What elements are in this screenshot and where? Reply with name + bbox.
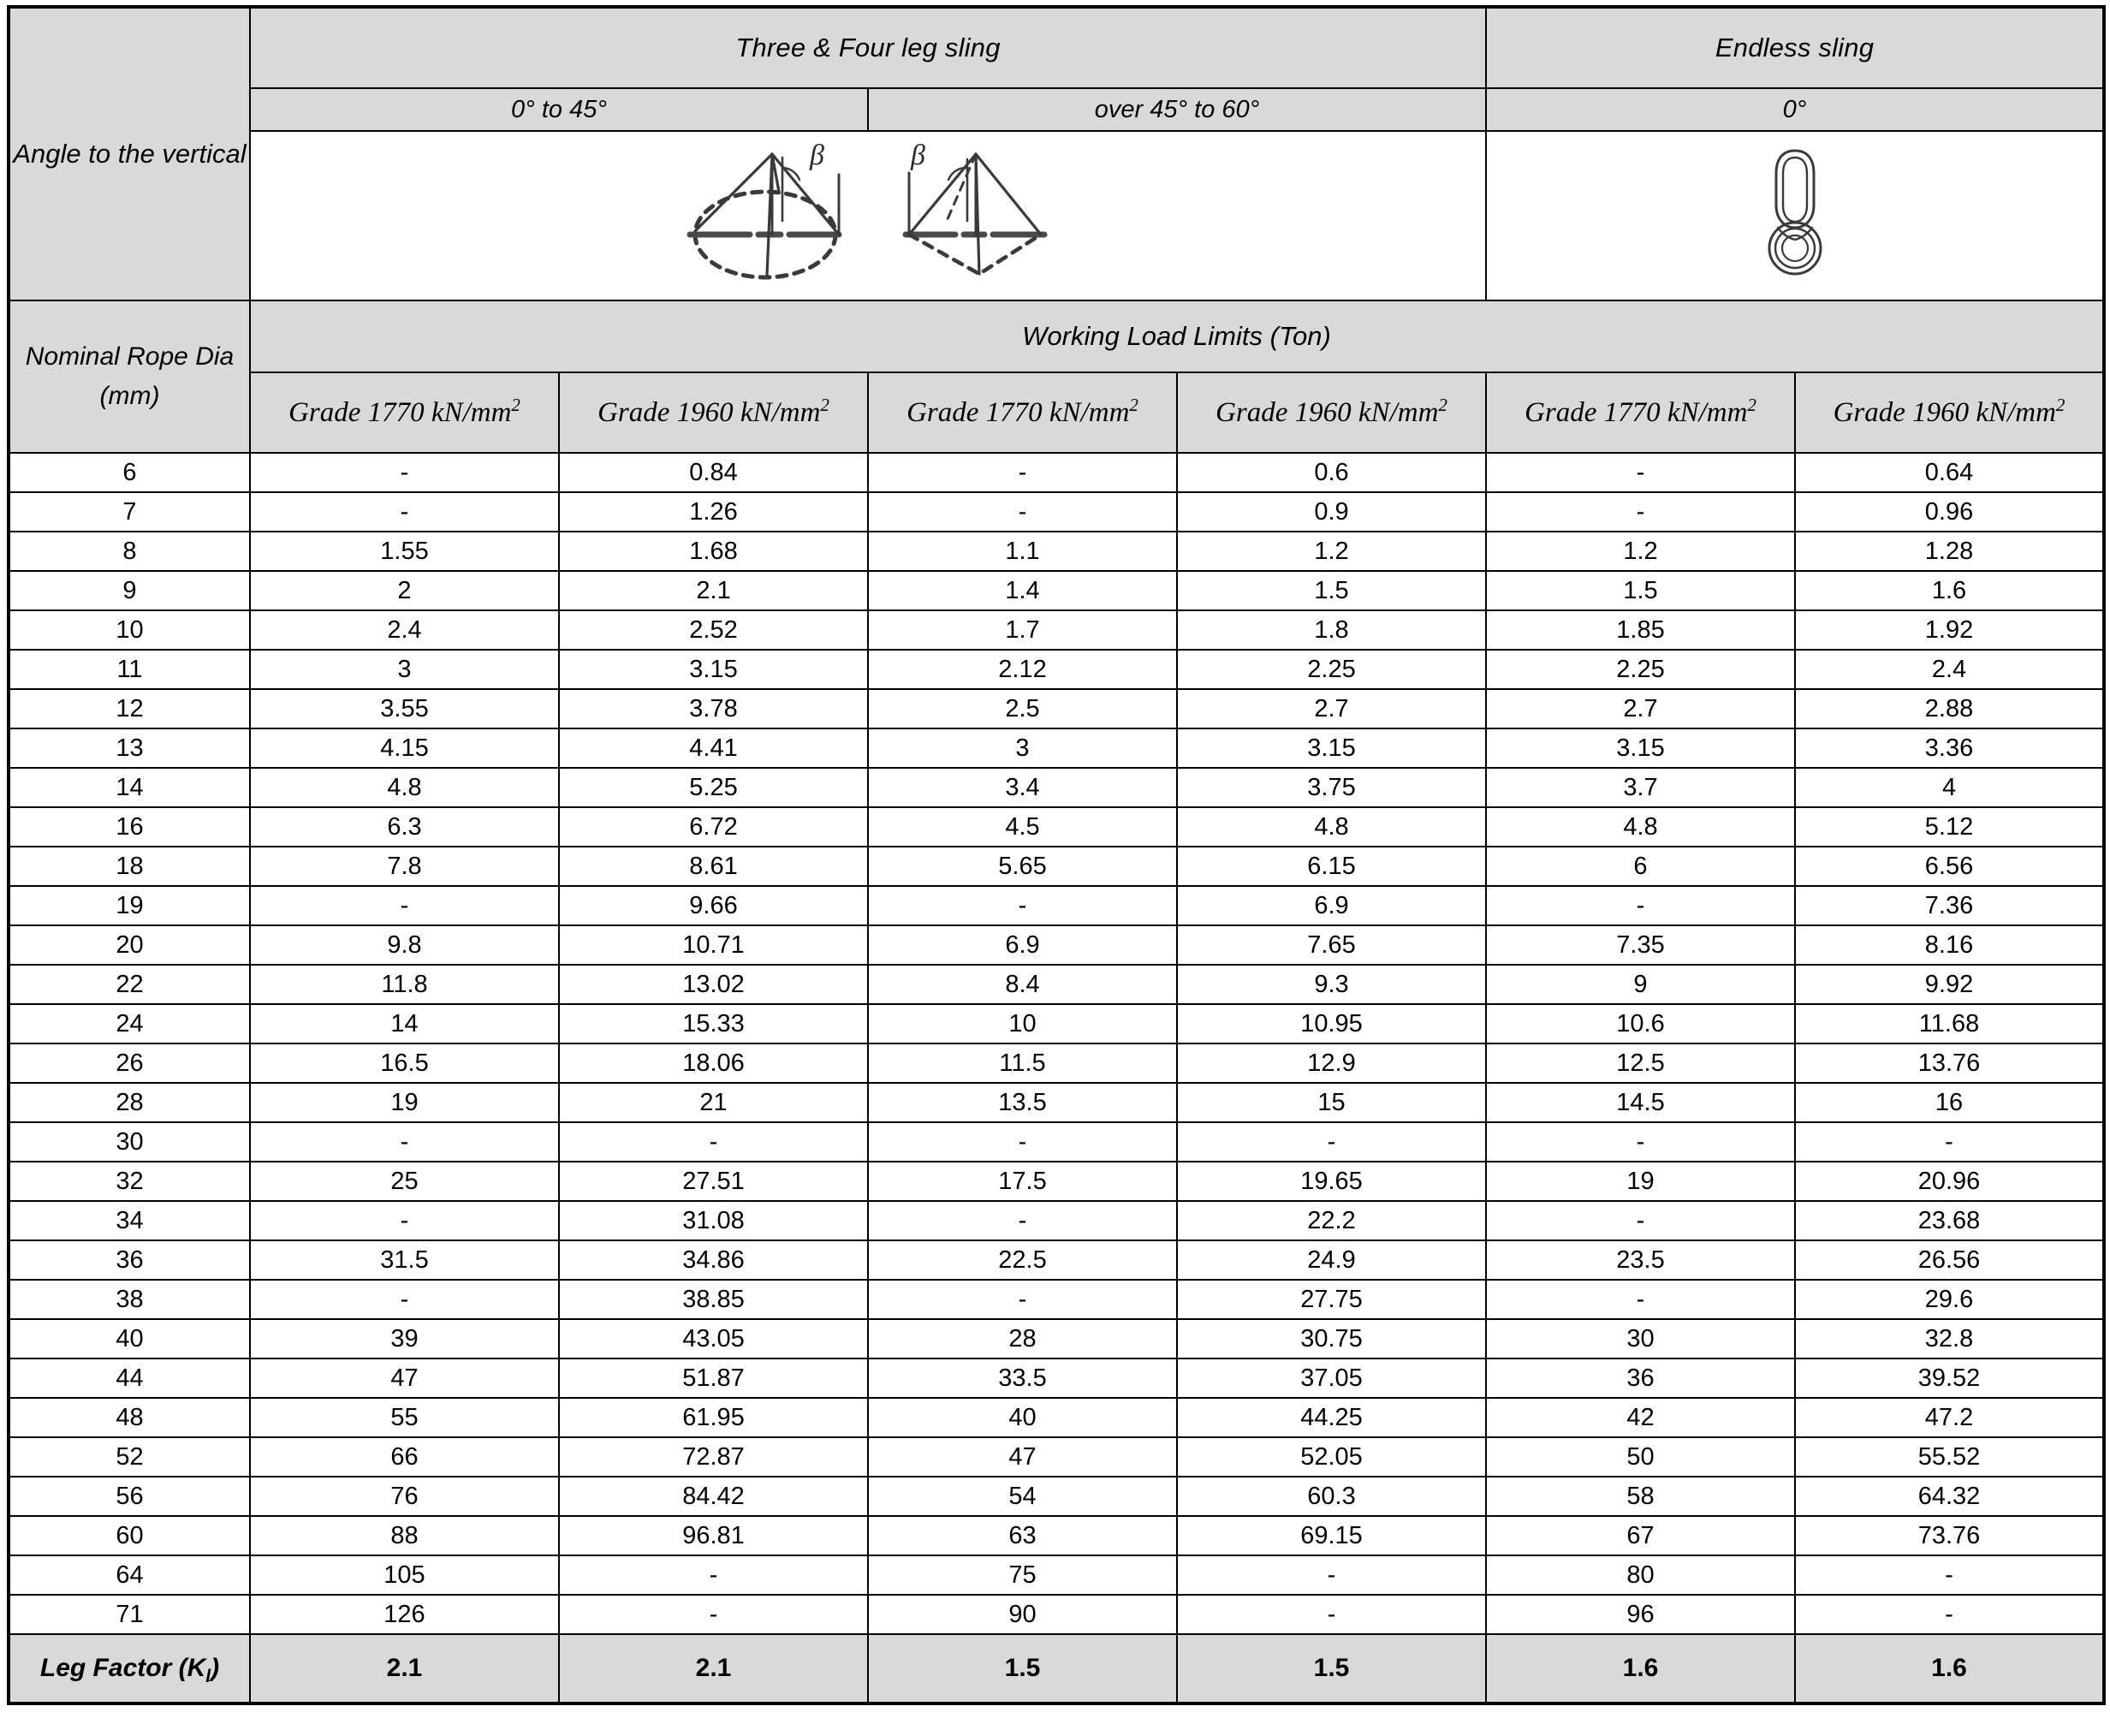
wll-value-cell: 44.25 — [1177, 1398, 1486, 1437]
wll-value-cell: 6.15 — [1177, 847, 1486, 886]
nominal-rope-dia-cell: 32 — [9, 1162, 250, 1201]
wll-value-cell: 50 — [1486, 1437, 1795, 1477]
wll-value-cell: 60.3 — [1177, 1477, 1486, 1516]
wll-value-cell: 2.4 — [1795, 650, 2104, 689]
wll-value-cell: 54 — [868, 1477, 1177, 1516]
table-row — [9, 1280, 2104, 1319]
wll-value-cell: 7.35 — [1486, 925, 1795, 965]
wll-value-cell: 23.68 — [1795, 1201, 2104, 1240]
wll-value-cell: - — [1795, 1122, 2104, 1162]
wll-value-cell: 13.02 — [559, 965, 868, 1004]
nominal-rope-dia-cell: 36 — [9, 1240, 250, 1280]
wll-value-cell: 29.6 — [1795, 1280, 2104, 1319]
wll-value-cell: - — [868, 492, 1177, 532]
wll-value-cell: 1.2 — [1177, 532, 1486, 571]
wll-value-cell: 19 — [250, 1083, 559, 1122]
wll-value-cell: 15.33 — [559, 1004, 868, 1043]
wll-value-cell: - — [559, 1122, 868, 1162]
wll-value-cell: 55.52 — [1795, 1437, 2104, 1477]
wll-value-cell: 9.3 — [1177, 965, 1486, 1004]
wll-value-cell: 27.51 — [559, 1162, 868, 1201]
wll-value-cell: 4.5 — [868, 807, 1177, 847]
table-row — [9, 886, 2104, 925]
wll-value-cell: 55 — [250, 1398, 559, 1437]
wll-value-cell: 64.32 — [1795, 1477, 2104, 1516]
wll-value-cell: 11.8 — [250, 965, 559, 1004]
wll-value-cell: - — [250, 1122, 559, 1162]
group-header-three-four-leg-sling: Three & Four leg sling — [250, 7, 1486, 88]
table-row — [9, 1122, 2104, 1162]
wll-value-cell: 40 — [868, 1398, 1177, 1437]
table-row — [9, 1555, 2104, 1595]
multi-leg-sling-diagram-cell — [250, 131, 1486, 300]
wll-value-cell: 88 — [250, 1516, 559, 1555]
table-row — [9, 965, 2104, 1004]
grade-1770-text-c: Grade 1770 kN/mm — [1525, 396, 1748, 428]
nominal-rope-dia-cell: 40 — [9, 1319, 250, 1358]
wll-value-cell: 10.95 — [1177, 1004, 1486, 1043]
wll-value-cell: 58 — [1486, 1477, 1795, 1516]
nominal-rope-dia-cell: 34 — [9, 1201, 250, 1240]
wll-value-cell: - — [1486, 1280, 1795, 1319]
nominal-rope-dia-cell: 22 — [9, 965, 250, 1004]
wll-value-cell: 2.1 — [559, 571, 868, 610]
wll-value-cell: 3.75 — [1177, 768, 1486, 807]
diagram-row — [9, 131, 2104, 300]
wll-value-cell: 2.25 — [1486, 650, 1795, 689]
wll-value-cell: 63 — [868, 1516, 1177, 1555]
wll-value-cell: - — [559, 1555, 868, 1595]
table-row — [9, 1083, 2104, 1122]
wll-value-cell: 3.36 — [1795, 728, 2104, 768]
wll-value-cell: 5.65 — [868, 847, 1177, 886]
table-row — [9, 1398, 2104, 1437]
wll-value-cell: 43.05 — [559, 1319, 868, 1358]
nominal-rope-dia-cell: 44 — [9, 1358, 250, 1398]
wll-value-cell: - — [250, 1280, 559, 1319]
leg-factor-row — [9, 1634, 2104, 1703]
wll-value-cell: 16.5 — [250, 1043, 559, 1083]
wll-value-cell: - — [559, 1595, 868, 1634]
wll-value-cell: 47 — [868, 1437, 1177, 1477]
wll-value-cell: 3.4 — [868, 768, 1177, 807]
nominal-rope-dia-cell: 26 — [9, 1043, 250, 1083]
wll-value-cell: 14 — [250, 1004, 559, 1043]
wll-value-cell: 31.08 — [559, 1201, 868, 1240]
leg-factor-value-4: 1.6 — [1486, 1634, 1795, 1703]
wll-value-cell: 25 — [250, 1162, 559, 1201]
wll-value-cell: 84.42 — [559, 1477, 868, 1516]
wll-value-cell: - — [1177, 1122, 1486, 1162]
wll-value-cell: 3 — [868, 728, 1177, 768]
wll-value-cell: 3 — [250, 650, 559, 689]
wll-value-cell: 39 — [250, 1319, 559, 1358]
nominal-rope-dia-cell: 19 — [9, 886, 250, 925]
wll-value-cell: - — [1486, 1122, 1795, 1162]
working-load-limits-table — [7, 5, 2106, 1705]
wll-value-cell: - — [868, 1122, 1177, 1162]
wll-value-cell: 10.6 — [1486, 1004, 1795, 1043]
wll-value-cell: 10.71 — [559, 925, 868, 965]
table-row — [9, 728, 2104, 768]
wll-banner-row — [9, 300, 2104, 372]
nominal-rope-dia-cell: 13 — [9, 728, 250, 768]
wll-value-cell: 9.92 — [1795, 965, 2104, 1004]
table-row — [9, 453, 2104, 492]
wll-value-cell: 66 — [250, 1437, 559, 1477]
group-header-endless-sling: Endless sling — [1486, 7, 2104, 88]
table-row — [9, 532, 2104, 571]
wll-value-cell: 1.68 — [559, 532, 868, 571]
grade-1770-text-b: Grade 1770 kN/mm — [906, 396, 1130, 428]
wll-value-cell: 14.5 — [1486, 1083, 1795, 1122]
table-row — [9, 925, 2104, 965]
wll-value-cell: 11.5 — [868, 1043, 1177, 1083]
four-leg-sling-diagram-icon — [671, 139, 868, 293]
wll-value-cell: 96.81 — [559, 1516, 868, 1555]
nominal-rope-dia-cell: 6 — [9, 453, 250, 492]
wll-value-cell: 52.05 — [1177, 1437, 1486, 1477]
wll-value-cell: 16 — [1795, 1083, 2104, 1122]
nominal-rope-dia-cell: 64 — [9, 1555, 250, 1595]
nominal-rope-dia-cell: 7 — [9, 492, 250, 532]
grade-1960-text-b: Grade 1960 kN/mm — [1215, 396, 1439, 428]
wll-value-cell: 47.2 — [1795, 1398, 2104, 1437]
wll-value-cell: 9.8 — [250, 925, 559, 965]
wll-value-cell: 72.87 — [559, 1437, 868, 1477]
wll-value-cell: 8.16 — [1795, 925, 2104, 965]
wll-value-cell: 30 — [1486, 1319, 1795, 1358]
wll-value-cell: 1.5 — [1177, 571, 1486, 610]
three-leg-sling-diagram-icon — [894, 139, 1065, 293]
table-row — [9, 1240, 2104, 1280]
grade-exponent-b: 2 — [820, 394, 829, 415]
wll-value-cell: 4.8 — [1486, 807, 1795, 847]
wll-value-cell: 6.9 — [1177, 886, 1486, 925]
leg-factor-value-0: 2.1 — [250, 1634, 559, 1703]
wll-value-cell: 15 — [1177, 1083, 1486, 1122]
wll-value-cell: 5.25 — [559, 768, 868, 807]
wll-value-cell: 5.12 — [1795, 807, 2104, 847]
wll-value-cell: 7.65 — [1177, 925, 1486, 965]
table-row — [9, 492, 2104, 532]
nominal-rope-dia-cell: 18 — [9, 847, 250, 886]
wll-value-cell: 13.5 — [868, 1083, 1177, 1122]
nominal-rope-dia-cell: 14 — [9, 768, 250, 807]
wll-value-cell: 0.64 — [1795, 453, 2104, 492]
wll-value-cell: - — [1177, 1595, 1486, 1634]
wll-value-cell: 4.15 — [250, 728, 559, 768]
wll-value-cell: 38.85 — [559, 1280, 868, 1319]
wll-value-cell: 6.56 — [1795, 847, 2104, 886]
table-row — [9, 1516, 2104, 1555]
wll-value-cell: 80 — [1486, 1555, 1795, 1595]
stub-angle-to-vertical: Angle to the vertical — [9, 7, 250, 300]
angle-range-0: 0° — [1486, 88, 2104, 131]
wll-value-cell: 3.15 — [559, 650, 868, 689]
column-header-grade-1770-c — [1486, 372, 1795, 453]
column-header-grade-1960-b — [1177, 372, 1486, 453]
wll-value-cell: 13.76 — [1795, 1043, 2104, 1083]
table-row — [9, 689, 2104, 728]
wll-value-cell: 27.75 — [1177, 1280, 1486, 1319]
wll-value-cell: 75 — [868, 1555, 1177, 1595]
wll-value-cell: 1.5 — [1486, 571, 1795, 610]
wll-value-cell: 8.4 — [868, 965, 1177, 1004]
table-row — [9, 1162, 2104, 1201]
nominal-rope-dia-cell: 56 — [9, 1477, 250, 1516]
stub-nominal-rope-dia-line1: Nominal Rope Dia — [25, 342, 235, 371]
nominal-rope-dia-cell: 9 — [9, 571, 250, 610]
wll-value-cell: 31.5 — [250, 1240, 559, 1280]
grade-header-row — [9, 372, 2104, 453]
wll-value-cell: 67 — [1486, 1516, 1795, 1555]
column-header-grade-1960-a — [559, 372, 868, 453]
wll-value-cell: 3.7 — [1486, 768, 1795, 807]
wll-value-cell: 20.96 — [1795, 1162, 2104, 1201]
wll-value-cell: 28 — [868, 1319, 1177, 1358]
wll-value-cell: 23.5 — [1486, 1240, 1795, 1280]
wll-value-cell: 33.5 — [868, 1358, 1177, 1398]
wll-value-cell: 12.9 — [1177, 1043, 1486, 1083]
wll-value-cell: 1.28 — [1795, 532, 2104, 571]
nominal-rope-dia-cell: 16 — [9, 807, 250, 847]
table-row — [9, 650, 2104, 689]
wll-value-cell: 34.86 — [559, 1240, 868, 1280]
table-row — [9, 610, 2104, 650]
leg-factor-value-3: 1.5 — [1177, 1634, 1486, 1703]
table-row — [9, 1437, 2104, 1477]
nominal-rope-dia-cell: 28 — [9, 1083, 250, 1122]
wll-value-cell: 1.55 — [250, 532, 559, 571]
column-header-grade-1960-c — [1795, 372, 2104, 453]
wll-value-cell: 19 — [1486, 1162, 1795, 1201]
stub-nominal-rope-dia-line2: (mm) — [99, 382, 160, 410]
nominal-rope-dia-cell: 8 — [9, 532, 250, 571]
wll-value-cell: 2.4 — [250, 610, 559, 650]
wll-value-cell: - — [1795, 1595, 2104, 1634]
wll-value-cell: 11.68 — [1795, 1004, 2104, 1043]
wll-value-cell: 22.5 — [868, 1240, 1177, 1280]
wll-value-cell: 6.3 — [250, 807, 559, 847]
wll-value-cell: 1.2 — [1486, 532, 1795, 571]
wll-value-cell: 30.75 — [1177, 1319, 1486, 1358]
endless-sling-diagram-icon — [1744, 139, 1846, 293]
wll-value-cell: - — [1486, 492, 1795, 532]
wll-value-cell: 0.96 — [1795, 492, 2104, 532]
wll-value-cell: 7.8 — [250, 847, 559, 886]
wll-value-cell: 2.12 — [868, 650, 1177, 689]
grade-1770-text-a: Grade 1770 kN/mm — [288, 396, 512, 428]
wll-value-cell: 7.36 — [1795, 886, 2104, 925]
grade-exponent-f: 2 — [2055, 394, 2065, 415]
table-row — [9, 1477, 2104, 1516]
wll-value-cell: - — [1177, 1555, 1486, 1595]
stub-nominal-rope-dia — [9, 300, 250, 453]
working-load-limits-banner: Working Load Limits (Ton) — [250, 300, 2104, 372]
wll-value-cell: 6.72 — [559, 807, 868, 847]
wll-value-cell: 21 — [559, 1083, 868, 1122]
wll-value-cell: 1.92 — [1795, 610, 2104, 650]
wll-value-cell: 105 — [250, 1555, 559, 1595]
leg-factor-label — [9, 1634, 250, 1703]
wll-value-cell: 47 — [250, 1358, 559, 1398]
wll-value-cell: - — [1486, 1201, 1795, 1240]
nominal-rope-dia-cell: 71 — [9, 1595, 250, 1634]
angle-range-0-to-45: 0° to 45° — [250, 88, 868, 131]
wll-value-cell: 69.15 — [1177, 1516, 1486, 1555]
wll-value-cell: - — [868, 1280, 1177, 1319]
nominal-rope-dia-cell: 30 — [9, 1122, 250, 1162]
table-row — [9, 1358, 2104, 1398]
angle-subheader-row — [9, 88, 2104, 131]
wll-value-cell: 2.7 — [1177, 689, 1486, 728]
wll-value-cell: 2 — [250, 571, 559, 610]
wll-value-cell: 9 — [1486, 965, 1795, 1004]
grade-exponent-a: 2 — [511, 394, 520, 415]
nominal-rope-dia-cell: 11 — [9, 650, 250, 689]
wll-value-cell: 4.8 — [1177, 807, 1486, 847]
wll-value-cell: 3.55 — [250, 689, 559, 728]
wll-value-cell: 36 — [1486, 1358, 1795, 1398]
wll-value-cell: 39.52 — [1795, 1358, 2104, 1398]
wll-value-cell: 126 — [250, 1595, 559, 1634]
wll-value-cell: 8.61 — [559, 847, 868, 886]
nominal-rope-dia-cell: 24 — [9, 1004, 250, 1043]
wll-value-cell: 2.52 — [559, 610, 868, 650]
wll-value-cell: - — [868, 886, 1177, 925]
leg-factor-label-main: Leg Factor (K — [39, 1654, 206, 1682]
angle-range-over-45-to-60: over 45° to 60° — [868, 88, 1486, 131]
wll-value-cell: 51.87 — [559, 1358, 868, 1398]
wll-value-cell: 4.41 — [559, 728, 868, 768]
grade-exponent-c: 2 — [1129, 394, 1138, 415]
wll-value-cell: 90 — [868, 1595, 1177, 1634]
wll-value-cell: 6 — [1486, 847, 1795, 886]
wll-value-cell: - — [250, 492, 559, 532]
wll-value-cell: 1.8 — [1177, 610, 1486, 650]
table-row — [9, 847, 2104, 886]
wll-value-cell: 32.8 — [1795, 1319, 2104, 1358]
nominal-rope-dia-cell: 48 — [9, 1398, 250, 1437]
wll-value-cell: 19.65 — [1177, 1162, 1486, 1201]
nominal-rope-dia-cell: 52 — [9, 1437, 250, 1477]
wll-value-cell: - — [250, 1201, 559, 1240]
wll-value-cell: - — [1486, 886, 1795, 925]
wll-value-cell: 1.4 — [868, 571, 1177, 610]
beta-label-four-leg: β — [810, 140, 824, 171]
wll-value-cell: 4.8 — [250, 768, 559, 807]
wll-value-cell: 0.6 — [1177, 453, 1486, 492]
table-row — [9, 807, 2104, 847]
wll-value-cell: 96 — [1486, 1595, 1795, 1634]
wll-value-cell: 6.9 — [868, 925, 1177, 965]
table-row — [9, 1319, 2104, 1358]
table-row — [9, 768, 2104, 807]
nominal-rope-dia-cell: 38 — [9, 1280, 250, 1319]
wll-value-cell: 4 — [1795, 768, 2104, 807]
wll-value-cell: - — [1486, 453, 1795, 492]
nominal-rope-dia-cell: 20 — [9, 925, 250, 965]
wll-value-cell: 24.9 — [1177, 1240, 1486, 1280]
wll-value-cell: - — [250, 453, 559, 492]
wll-value-cell: 61.95 — [559, 1398, 868, 1437]
leg-factor-label-subscript: l — [205, 1667, 211, 1686]
nominal-rope-dia-cell: 10 — [9, 610, 250, 650]
wll-value-cell: 1.26 — [559, 492, 868, 532]
wll-value-cell: 2.88 — [1795, 689, 2104, 728]
wll-value-cell: 73.76 — [1795, 1516, 2104, 1555]
wll-value-cell: 0.84 — [559, 453, 868, 492]
wll-value-cell: 2.7 — [1486, 689, 1795, 728]
beta-label-three-leg: β — [911, 140, 925, 171]
table-row — [9, 1201, 2104, 1240]
endless-sling-diagram-cell — [1486, 131, 2104, 300]
leg-factor-value-2: 1.5 — [868, 1634, 1177, 1703]
wll-value-cell: 2.5 — [868, 689, 1177, 728]
column-header-grade-1770-b — [868, 372, 1177, 453]
wll-value-cell: 10 — [868, 1004, 1177, 1043]
grade-exponent-d: 2 — [1438, 394, 1447, 415]
wll-value-cell: 2.25 — [1177, 650, 1486, 689]
grade-exponent-e: 2 — [1747, 394, 1756, 415]
leg-factor-value-5: 1.6 — [1795, 1634, 2104, 1703]
table-row — [9, 571, 2104, 610]
wll-value-cell: 37.05 — [1177, 1358, 1486, 1398]
group-header-row — [9, 7, 2104, 88]
wll-value-cell: - — [1795, 1555, 2104, 1595]
wll-value-cell: 76 — [250, 1477, 559, 1516]
grade-1960-text-a: Grade 1960 kN/mm — [597, 396, 821, 428]
table-body — [9, 453, 2104, 1634]
nominal-rope-dia-cell: 12 — [9, 689, 250, 728]
wll-value-cell: 9.66 — [559, 886, 868, 925]
wll-value-cell: - — [868, 453, 1177, 492]
wll-value-cell: 22.2 — [1177, 1201, 1486, 1240]
wll-value-cell: 12.5 — [1486, 1043, 1795, 1083]
wll-value-cell: 3.15 — [1486, 728, 1795, 768]
nominal-rope-dia-cell: 60 — [9, 1516, 250, 1555]
wll-value-cell: 42 — [1486, 1398, 1795, 1437]
grade-1960-text-c: Grade 1960 kN/mm — [1833, 396, 2056, 428]
wll-value-cell: 1.85 — [1486, 610, 1795, 650]
table-row — [9, 1043, 2104, 1083]
column-header-grade-1770-a — [250, 372, 559, 453]
leg-factor-value-1: 2.1 — [559, 1634, 868, 1703]
table-row — [9, 1004, 2104, 1043]
wll-value-cell: 1.6 — [1795, 571, 2104, 610]
wll-value-cell: 18.06 — [559, 1043, 868, 1083]
wll-value-cell: - — [868, 1201, 1177, 1240]
leg-factor-label-close: ) — [211, 1654, 220, 1682]
wll-value-cell: 1.7 — [868, 610, 1177, 650]
wll-value-cell: 26.56 — [1795, 1240, 2104, 1280]
wll-value-cell: 3.15 — [1177, 728, 1486, 768]
wll-value-cell: 17.5 — [868, 1162, 1177, 1201]
table-row — [9, 1595, 2104, 1634]
wll-value-cell: 3.78 — [559, 689, 868, 728]
wll-value-cell: 0.9 — [1177, 492, 1486, 532]
wll-value-cell: 1.1 — [868, 532, 1177, 571]
wll-value-cell: - — [250, 886, 559, 925]
